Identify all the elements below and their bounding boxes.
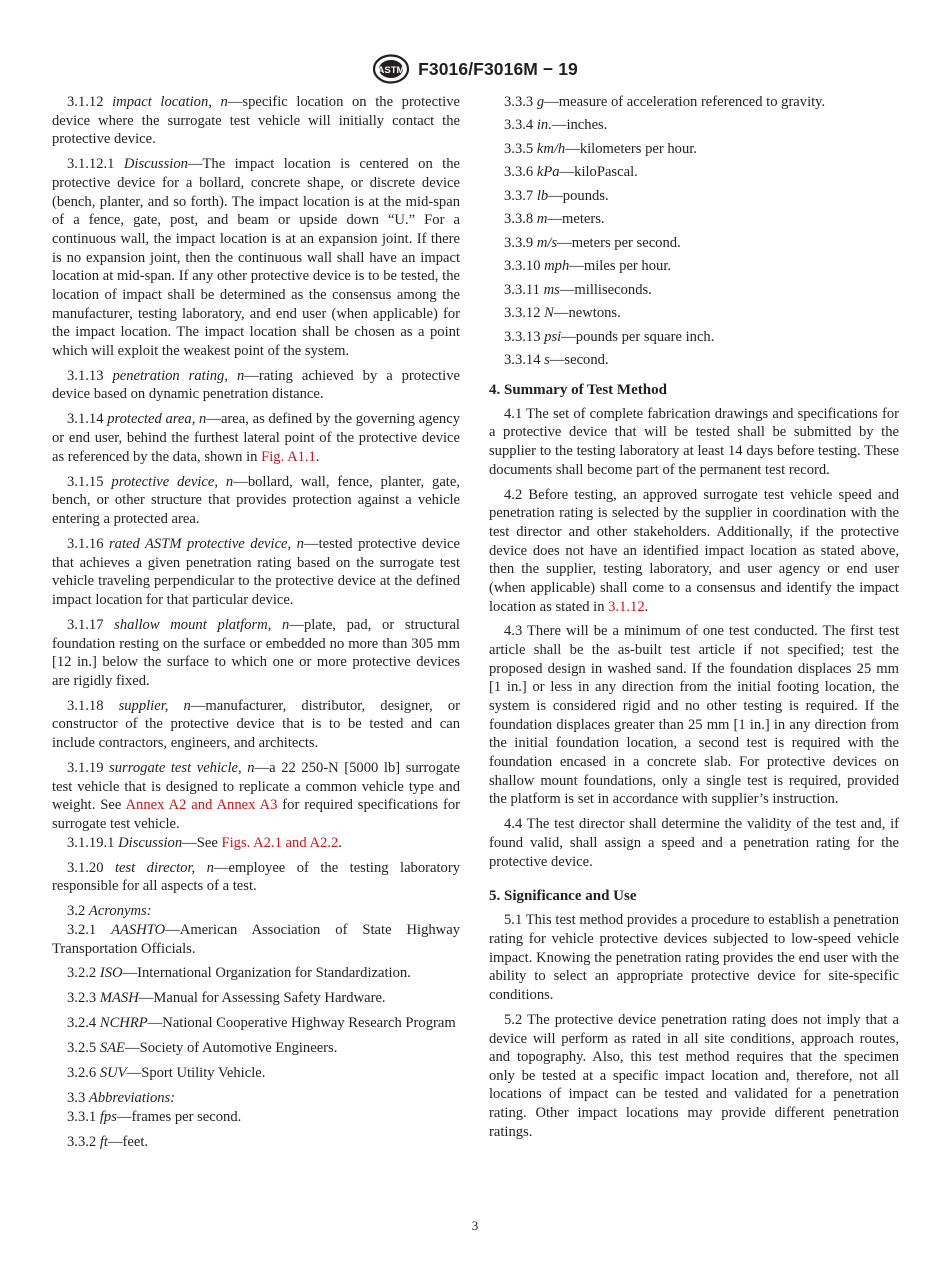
clause-number: 3.3.9 bbox=[504, 234, 534, 251]
definition-text-tail: . bbox=[315, 448, 320, 465]
abbreviations-list bbox=[489, 93, 899, 370]
definition-3-1-20 bbox=[52, 859, 460, 896]
definition-3-1-17 bbox=[52, 616, 460, 691]
definition-text: —International Organization for Standardization. bbox=[122, 965, 411, 982]
paragraph-5-2: 5.2 The protective device penetration rating does not imply that a device will perform as rated in all site conditions, approach routes, and topography. Also, this test method requires that the specimen only be tested at a specific impact location and, therefore, not all locations of impact can be tested and validated for a penetration rating. Other impact locations may provide different penetration ratings. bbox=[489, 1011, 899, 1140]
definition-text: —milliseconds. bbox=[559, 281, 652, 298]
definition-3-1-19 bbox=[52, 759, 460, 834]
clause-number: 3.2.1 bbox=[67, 921, 97, 938]
term: g bbox=[536, 94, 545, 110]
definition-3-1-18 bbox=[52, 697, 460, 753]
term: impact location, n bbox=[112, 94, 228, 110]
clause-number: 3.2.3 bbox=[67, 990, 97, 1007]
definition-3-3-9 bbox=[489, 234, 899, 253]
definition-text: —tested protective device that achieves a given penetration rating based on the surrogate test vehicle traveling perpendicular to the protective device at the defined impact location for that particular device. bbox=[52, 535, 461, 608]
term: SUV bbox=[99, 1065, 127, 1082]
clause-number: 3.2.6 bbox=[67, 1065, 97, 1082]
definition-text: —pounds. bbox=[548, 187, 609, 204]
definition-text-tail: for required specifications for surrogate test vehicle. bbox=[52, 797, 460, 832]
term: AASHTO bbox=[111, 921, 166, 938]
term: in. bbox=[536, 117, 552, 134]
document-designation: F3016/F3016M − 19 bbox=[418, 58, 578, 79]
term: ISO bbox=[99, 965, 123, 982]
clause-number: 3.1.12 bbox=[67, 94, 104, 110]
definition-text: —frames per second. bbox=[116, 1108, 242, 1125]
definition-text: —measure of acceleration referenced to gravity. bbox=[544, 94, 826, 110]
definition-text: —kiloPascal. bbox=[559, 164, 638, 181]
clause-number: 3.3.3 bbox=[504, 94, 534, 110]
paragraph-4-1: 4.1 The set of complete fabrication drawings and specifications for a protective device that will be tested shall be submitted by the supplier to the testing laboratory at least 14 days before testing. These documents shall become part of the permanent test record. bbox=[489, 405, 899, 478]
definition-3-2-1 bbox=[52, 921, 460, 958]
definition-text: —feet. bbox=[107, 1133, 149, 1150]
clause-number: 3.2.4 bbox=[67, 1015, 97, 1032]
definition-text: —second. bbox=[549, 351, 609, 368]
paragraph-5-1: 5.1 This test method provides a procedure to establish a penetration rating for vehicle protective devices subjected to low-speed vehicle impact. Knowing the penetration rating provides the end user with the ability to select an appropriate protective device for site-specific conditions. bbox=[489, 912, 899, 1003]
term: psi bbox=[544, 328, 562, 345]
clause-number: 3.1.19.1 bbox=[67, 834, 115, 851]
definition-3-1-19-1 bbox=[52, 834, 460, 853]
term: shallow mount platform, n bbox=[114, 616, 290, 633]
definition-text: —miles per hour. bbox=[569, 258, 672, 275]
clause-number: 3.3.8 bbox=[504, 211, 534, 228]
definition-text: —plate, pad, or structural foundation resting on the surface or embedded no more than 305 mm [12 in.] below the surface to which one or more protective devices are rigidly fixed. bbox=[52, 616, 460, 689]
right-column bbox=[489, 93, 899, 1148]
term: m bbox=[536, 211, 548, 228]
paragraph-4-3: 4.3 There will be a minimum of one test conducted. The first test article shall be the as-built test article if not specified; test the proposed design in washed sand. If the foundation displaces 25 mm [1 in.] or less in any direction from the initial footing location, the system is considered rigid and no other testing is required. If the foundation displaces greater than 25 mm [1 in.] in any direction from the initial foundation location, a second test is required with the foundation encased in a concrete slab. For protective devices on shallow mount foundations, only a single test is required, provided the platform is set in accordance with supplier’s instruction. bbox=[489, 623, 899, 808]
clause-number: 3.3.1 bbox=[67, 1108, 97, 1125]
definition-3-2-2 bbox=[52, 964, 460, 983]
clause-number: 3.1.17 bbox=[67, 616, 104, 633]
definition-text: —rating achieved by a protective device based on dynamic penetration distance. bbox=[52, 367, 460, 403]
term: Discussion bbox=[118, 834, 183, 851]
definition-3-1-12-1 bbox=[52, 155, 460, 360]
clause-number: 3.1.18 bbox=[67, 697, 104, 714]
definition-3-3-5 bbox=[489, 140, 899, 159]
clause-number: 3.3.12 bbox=[504, 305, 541, 322]
term: mph bbox=[544, 258, 570, 275]
term: penetration rating, n bbox=[112, 367, 245, 384]
definition-text: —Society of Automotive Engineers. bbox=[124, 1040, 338, 1057]
definition-3-2-3 bbox=[52, 989, 460, 1008]
definition-3-1-16 bbox=[52, 535, 460, 610]
definition-3-1-13 bbox=[52, 367, 460, 404]
definition-text: —Sport Utility Vehicle. bbox=[126, 1065, 266, 1082]
definition-3-2-6 bbox=[52, 1064, 460, 1083]
definition-3-3-11 bbox=[489, 281, 899, 300]
definition-3-1-12 bbox=[52, 93, 460, 149]
section-4-title: 4. Summary of Test Method bbox=[489, 381, 667, 398]
term: Abbreviations: bbox=[88, 1090, 176, 1107]
definition-text: —Manual for Assessing Safety Hardware. bbox=[138, 990, 386, 1007]
astm-logo-icon bbox=[372, 54, 410, 84]
definition-text: —American Association of State Highway Transportation Officials. bbox=[52, 921, 460, 957]
term: km/h bbox=[536, 140, 566, 157]
clause-number: 3.2 bbox=[67, 903, 86, 920]
term: surrogate test vehicle, n bbox=[109, 760, 255, 777]
clause-number: 3.1.14 bbox=[67, 411, 104, 428]
term: MASH bbox=[99, 990, 139, 1007]
definition-text: —kilometers per hour. bbox=[565, 140, 697, 157]
clause-number: 3.3.11 bbox=[504, 281, 540, 298]
definition-3-3-10 bbox=[489, 257, 899, 276]
clause-number: 3.1.15 bbox=[67, 473, 104, 490]
definition-3-3-6 bbox=[489, 163, 899, 182]
clause-number: 3.1.13 bbox=[67, 367, 104, 384]
clause-number: 3.3.7 bbox=[504, 187, 534, 204]
definition-text: —inches. bbox=[551, 117, 608, 134]
cross-reference-link[interactable]: Figs. A2.1 and A2.2 bbox=[221, 834, 339, 851]
definition-3-1-15 bbox=[52, 473, 460, 529]
definition-text: —specific location on the protective device where the surrogate test vehicle will initially contact the protective device. bbox=[52, 94, 460, 148]
definition-3-2 bbox=[52, 902, 460, 921]
term: SAE bbox=[99, 1040, 125, 1057]
definition-text: —meters. bbox=[547, 211, 605, 228]
term: Acronyms: bbox=[88, 903, 152, 920]
definition-3-3-7 bbox=[489, 187, 899, 206]
definition-text: —newtons. bbox=[553, 305, 621, 322]
clause-number: 3.3.5 bbox=[504, 140, 534, 157]
clause-number: 3.3.2 bbox=[67, 1133, 97, 1150]
definition-3-2-5 bbox=[52, 1039, 460, 1058]
term: protective device, n bbox=[111, 473, 234, 490]
paragraph-4-2: 4.2 Before testing, an approved surrogate test vehicle speed and penetration rating is selected by the supplier in coordination with the test director and other stakeholders. Additionally, if the protective device does not have an identified impact location as stated above, then the supplier, testing laboratory, and user agency or end user (when applicable) shall come to a consensus and identify the impact location as stated in 3.1.12. bbox=[489, 486, 899, 615]
definition-text: —National Cooperative Highway Research Program bbox=[147, 1015, 456, 1032]
definition-3-2-4 bbox=[52, 1014, 460, 1033]
term: N bbox=[544, 305, 554, 322]
definition-text: —bollard, wall, fence, planter, gate, bench, or other structure that provides protection against a vehicle entering a protected area. bbox=[52, 473, 460, 527]
definition-3-3-13 bbox=[489, 328, 899, 347]
page-number: 3 bbox=[471, 1218, 479, 1233]
definition-3-3-8 bbox=[489, 210, 899, 229]
page-header bbox=[0, 54, 950, 84]
definition-text: —a 22 250-N [5000 lb] surrogate test vehicle that is designed to replicate a common vehicle type and weight. See bbox=[52, 760, 460, 814]
paragraph-4-4: 4.4 The test director shall determine the validity of the test and, if found valid, shall assign a speed and a penetration rating for the protective device. bbox=[489, 816, 899, 870]
clause-number: 3.1.12.1 bbox=[67, 156, 115, 173]
definition-3-3 bbox=[52, 1089, 460, 1108]
definition-3-3-2 bbox=[52, 1133, 460, 1152]
term: lb bbox=[536, 187, 549, 204]
clause-number: 3.3 bbox=[67, 1090, 86, 1107]
clause-number: 3.1.19 bbox=[67, 760, 104, 777]
definition-text-tail: . bbox=[338, 834, 342, 851]
clause-number: 3.1.16 bbox=[67, 535, 104, 552]
clause-number: 3.1.20 bbox=[67, 859, 104, 876]
term: m/s bbox=[536, 234, 558, 251]
cross-reference-link[interactable]: Fig. A1.1 bbox=[261, 448, 316, 465]
term: NCHRP bbox=[99, 1015, 148, 1032]
section-5-title: 5. Significance and Use bbox=[489, 888, 637, 905]
clause-number: 3.3.10 bbox=[504, 258, 541, 275]
definition-text: —meters per second. bbox=[557, 234, 681, 251]
clause-number: 3.2.5 bbox=[67, 1040, 97, 1057]
definition-3-3-12 bbox=[489, 304, 899, 323]
clause-number: 3.3.4 bbox=[504, 117, 534, 134]
term: supplier, n bbox=[118, 697, 191, 714]
term: ft bbox=[99, 1133, 108, 1150]
definition-text: —manufacturer, distributor, designer, or constructor of the protective device that is to be tested and can include contractors, engineers, and architects. bbox=[52, 697, 461, 752]
ref-3-1-12-link[interactable]: 3.1.12 bbox=[608, 598, 645, 615]
term: Discussion bbox=[123, 156, 188, 173]
definition-text: —pounds per square inch. bbox=[561, 328, 715, 345]
left-column bbox=[52, 93, 460, 1158]
term: kPa bbox=[536, 164, 560, 181]
clause-number: 3.3.13 bbox=[504, 328, 541, 345]
definition-3-3-3 bbox=[489, 93, 899, 112]
definition-3-3-4 bbox=[489, 116, 899, 135]
clause-number: 3.3.6 bbox=[504, 164, 534, 181]
definition-text: —employee of the testing laboratory responsible for all aspects of a test. bbox=[52, 859, 460, 895]
clause-number: 3.2.2 bbox=[67, 965, 97, 982]
clause-number: 3.3.14 bbox=[504, 351, 541, 368]
term: protected area, n bbox=[107, 411, 207, 428]
definition-3-3-1 bbox=[52, 1108, 460, 1127]
definition-3-3-14 bbox=[489, 351, 899, 370]
cross-reference-link[interactable]: Annex A2 and Annex A3 bbox=[125, 797, 278, 814]
definition-3-1-14 bbox=[52, 410, 460, 466]
term: ms bbox=[543, 281, 560, 298]
term: s bbox=[544, 351, 550, 368]
term: test director, n bbox=[114, 859, 214, 876]
definition-text: —See bbox=[182, 834, 222, 851]
term: rated ASTM protective device, n bbox=[108, 535, 304, 552]
definition-text: —The impact location is centered on the protective device for a bollard, concrete shape, or discrete device (bench, planter, and so forth). The impact location is at the mid-span of a fence, gate, post, and beam or upside down “U.” For a continuous wall, the impact location is at an expansion joint. If there is no expansion joint, then the continuous wall shall have an impact location at mid-span. If any other protective device is to be tested, the location of impact shall be determined as the consensus among the manufacturer, testing laboratory, and end user (when applicable) for the impact location. The impact location shall be chosen as a point which will exploit the weakest point of the system. bbox=[52, 156, 460, 359]
term: fps bbox=[99, 1108, 117, 1125]
svg-text:ASTM: ASTM bbox=[377, 65, 405, 76]
definition-text: —area, as defined by the governing agency or end user, behind the furthest lateral point of the protective device as referenced by the data, shown in bbox=[52, 411, 460, 465]
